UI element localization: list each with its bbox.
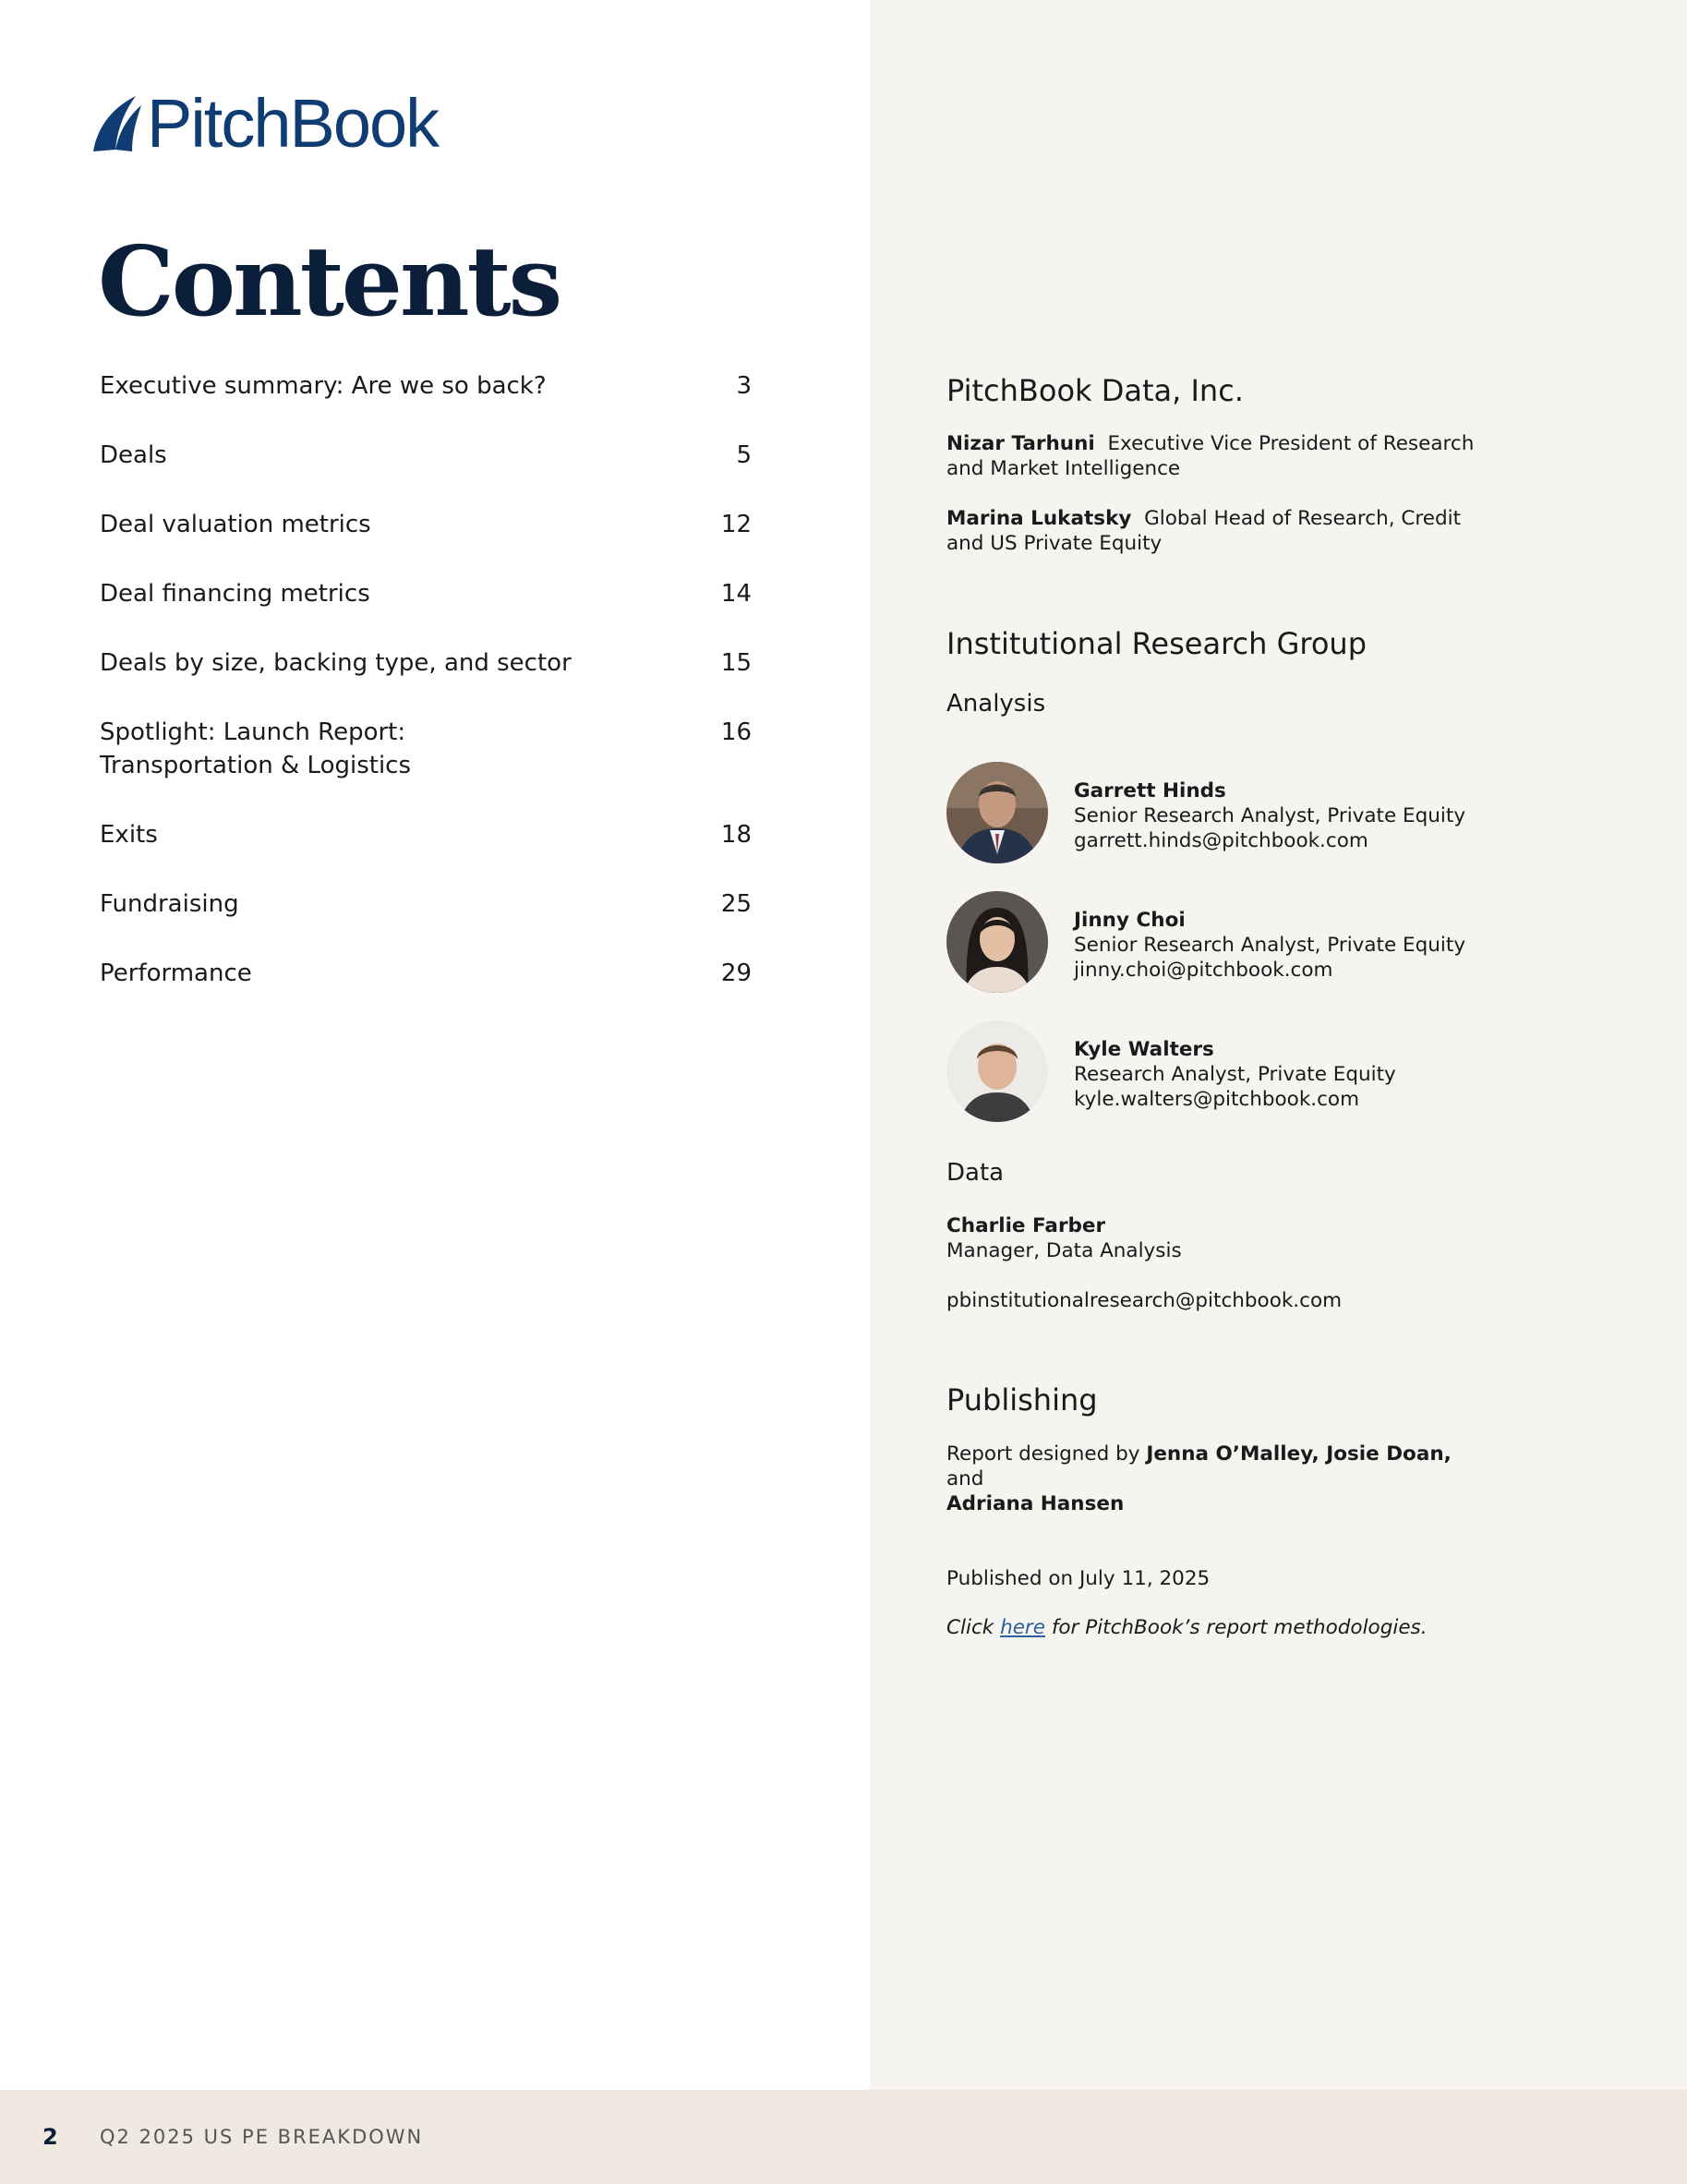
executive-credit	[946, 431, 1491, 481]
methodology-link[interactable]: here	[1000, 1616, 1045, 1639]
toc-item-page: 25	[720, 890, 752, 918]
toc-item[interactable]	[100, 577, 752, 610]
report-title: Q2 2025 US PE BREAKDOWN	[100, 2126, 424, 2148]
designers-names: Adriana Hansen	[946, 1492, 1125, 1515]
methodology-note	[946, 1615, 1491, 1640]
analyst-name: Kyle Walters	[1074, 1038, 1214, 1061]
analyst-role: Research Analyst, Private Equity	[1074, 1063, 1396, 1086]
executive-name: Marina Lukatsky	[946, 507, 1132, 530]
data-person-name: Charlie Farber	[946, 1214, 1106, 1237]
toc-item-page: 5	[736, 441, 752, 469]
analyst-email[interactable]: jinny.choi@pitchbook.com	[1074, 959, 1333, 982]
page-number: 2	[42, 2124, 58, 2150]
toc-item-label: Spotlight: Launch Report: Transportation & Logistics	[100, 718, 412, 779]
publishing-heading: Publishing	[946, 1382, 1098, 1418]
analyst-card	[946, 891, 1519, 995]
avatar	[946, 762, 1048, 863]
toc-item-page: 14	[720, 580, 752, 608]
contact-email[interactable]: pbinstitutionalresearch@pitchbook.com	[946, 1289, 1343, 1312]
published-date: Published on July 11, 2025	[946, 1567, 1211, 1590]
toc-item-page: 18	[720, 821, 752, 849]
data-heading: Data	[946, 1159, 1005, 1187]
executive-name: Nizar Tarhuni	[946, 432, 1095, 455]
data-person	[946, 1213, 1491, 1263]
analyst-name: Garrett Hinds	[1074, 779, 1226, 802]
executive-title: Executive Vice President of Research and Market Intelligence	[946, 432, 1475, 480]
click-prefix: Click	[946, 1616, 1001, 1639]
executive-title: Global Head of Research, Credit and US Private Equity	[946, 507, 1462, 555]
toc-item-page: 29	[720, 959, 752, 987]
toc-item[interactable]	[100, 508, 752, 541]
research-group-heading: Institutional Research Group	[946, 626, 1367, 661]
designed-prefix: Report designed by	[946, 1442, 1147, 1466]
analyst-role: Senior Research Analyst, Private Equity	[1074, 804, 1466, 827]
toc-item-label: Deals	[100, 441, 167, 469]
analyst-info	[1074, 1037, 1396, 1112]
toc-item-label: Deals by size, backing type, and sector	[100, 649, 572, 677]
avatar	[946, 1020, 1048, 1122]
designed-and: and	[946, 1467, 984, 1490]
click-suffix: for PitchBook’s report methodologies.	[1045, 1616, 1428, 1639]
toc-item[interactable]	[100, 818, 752, 851]
analyst-email[interactable]: garrett.hinds@pitchbook.com	[1074, 829, 1368, 852]
toc-item-label: Executive summary: Are we so back?	[100, 372, 547, 400]
toc-item-label: Deal valuation metrics	[100, 511, 371, 538]
analyst-card	[946, 1020, 1519, 1124]
avatar	[946, 891, 1048, 993]
toc-item[interactable]	[100, 716, 752, 782]
toc-item-page: 15	[720, 649, 752, 677]
executive-credit	[946, 506, 1491, 556]
pitchbook-logo	[88, 85, 439, 162]
toc-item-page: 3	[736, 372, 752, 400]
toc-item[interactable]	[100, 369, 752, 403]
toc-item-label: Deal financing metrics	[100, 580, 370, 608]
analyst-name: Jinny Choi	[1074, 909, 1186, 932]
toc-item-page: 16	[720, 718, 752, 746]
data-person-role: Manager, Data Analysis	[946, 1239, 1182, 1262]
toc-item[interactable]	[100, 439, 752, 472]
page-title: Contents	[98, 224, 560, 338]
analyst-info	[1074, 908, 1465, 983]
toc-item[interactable]	[100, 957, 752, 990]
analysis-heading: Analysis	[946, 690, 1046, 718]
company-heading: PitchBook Data, Inc.	[946, 373, 1244, 408]
pitchbook-logo-icon	[88, 92, 143, 155]
logo-wordmark: PitchBook	[147, 85, 439, 162]
toc-item[interactable]	[100, 887, 752, 921]
analyst-role: Senior Research Analyst, Private Equity	[1074, 934, 1466, 957]
toc-item-label: Fundraising	[100, 890, 239, 918]
toc-item[interactable]	[100, 646, 752, 680]
analyst-card	[946, 762, 1519, 865]
analyst-info	[1074, 778, 1465, 853]
designer-credit	[946, 1442, 1491, 1516]
analyst-email[interactable]: kyle.walters@pitchbook.com	[1074, 1088, 1360, 1111]
designers-names: Jenna O’Malley, Josie Doan,	[1146, 1442, 1452, 1466]
toc-item-label: Performance	[100, 959, 252, 987]
toc-item-label: Exits	[100, 821, 158, 849]
toc-item-page: 12	[720, 511, 752, 538]
